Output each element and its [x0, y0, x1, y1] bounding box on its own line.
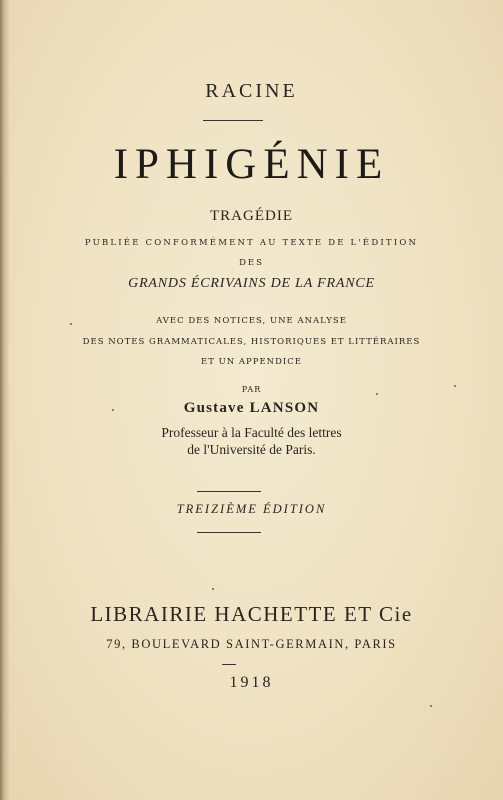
notes-line: DES NOTES GRAMMATICALES, HISTORIQUES ET LITTÉRAIRES — [82, 337, 421, 347]
edition-label: TREIZIÈME ÉDITION — [176, 502, 327, 516]
publication-year: 1918 — [229, 674, 274, 691]
genre-label: TRAGÉDIE — [210, 208, 293, 224]
notes-line: ET UN APPENDICE — [201, 357, 302, 367]
paper-speck — [70, 323, 72, 325]
paper-speck — [430, 705, 432, 707]
editor-role-line: Professeur à la Faculté des lettres — [161, 425, 342, 440]
conformity-line: PUBLIÉE CONFORMÉMENT AU TEXTE DE L'ÉDITION — [84, 238, 419, 248]
book-title: IPHIGÉNIE — [113, 141, 390, 188]
paper-speck — [376, 393, 378, 395]
publisher-name: LIBRAIRIE HACHETTE ET Cie — [90, 602, 413, 626]
editor-name: Gustave LANSON — [183, 400, 320, 416]
collection-name: GRANDS ÉCRIVAINS DE LA FRANCE — [128, 276, 375, 291]
des-label: DES — [239, 258, 264, 268]
par-label: PAR — [241, 385, 262, 394]
paper-speck — [454, 385, 456, 387]
notes-line: AVEC DES NOTICES, UNE ANALYSE — [156, 316, 347, 326]
editor-role-line: de l'Université de Paris. — [187, 442, 316, 457]
divider-rule — [197, 491, 261, 492]
divider-rule — [222, 664, 236, 665]
paper-speck — [212, 588, 214, 590]
publisher-address: 79, BOULEVARD SAINT-GERMAIN, PARIS — [106, 637, 397, 651]
author-name: RACINE — [205, 80, 298, 102]
paper-speck — [112, 409, 114, 411]
divider-rule — [197, 532, 261, 533]
divider-rule — [203, 120, 263, 121]
